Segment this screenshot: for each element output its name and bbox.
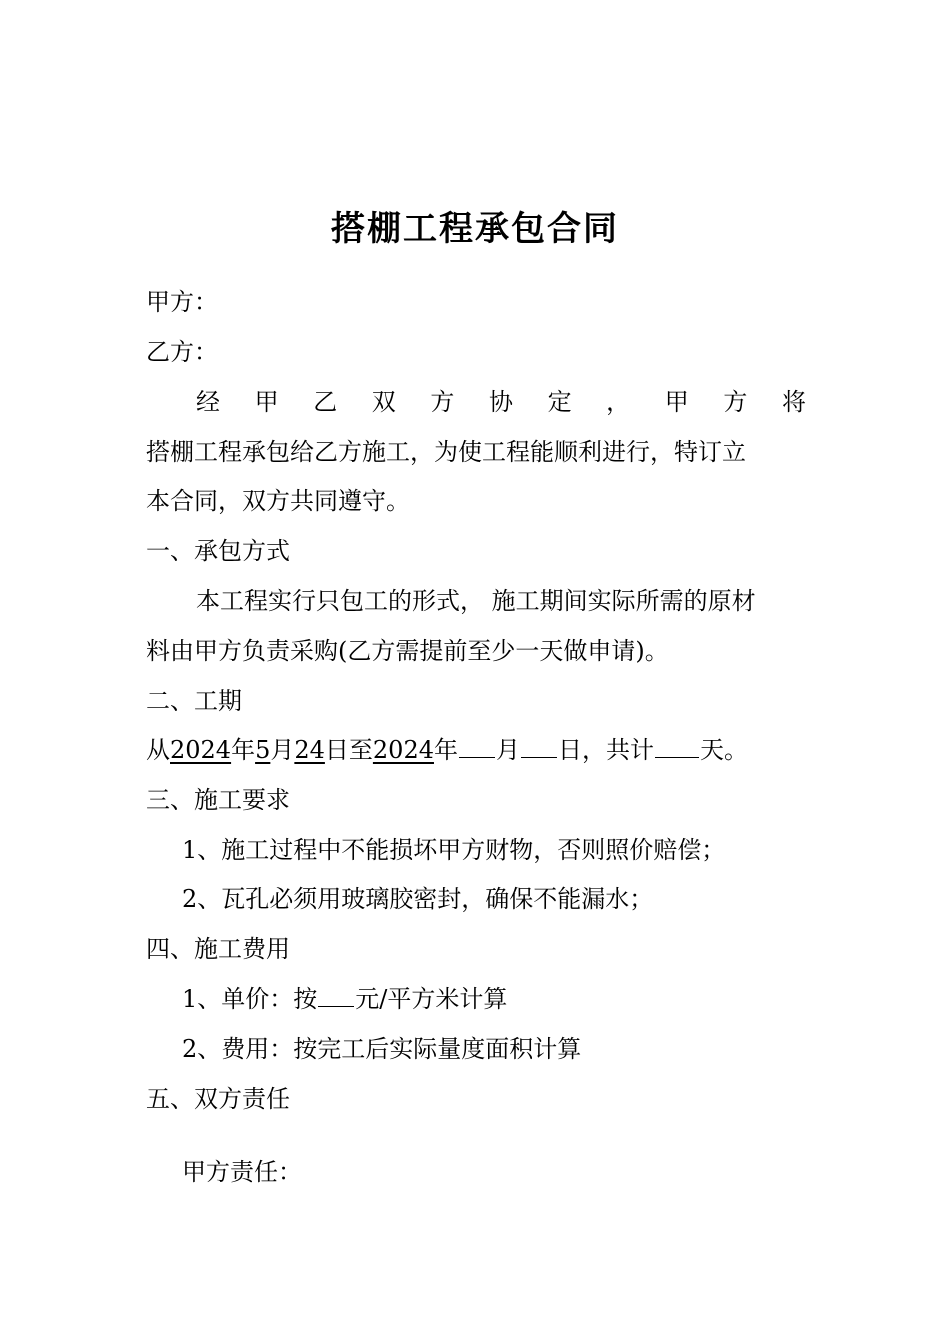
section-1-line-2: 料由甲方负责采购(乙方需提前至少一天做申请)。	[146, 637, 669, 665]
section-2-heading: 二、工期	[146, 687, 242, 715]
end-day-blank	[521, 735, 557, 758]
intro-char: 甲	[254, 388, 279, 416]
unit-price-blank	[318, 984, 354, 1007]
section-5-heading: 五、双方责任	[146, 1085, 290, 1113]
end-year-char: 年	[433, 736, 458, 764]
section-1-line-1: 本工程实行只包工的形式， 施工期间实际所需的原材	[196, 587, 756, 615]
intro-char: 方	[723, 388, 748, 416]
end-month-blank	[459, 735, 495, 758]
party-a-duty-label: 甲方责任：	[182, 1158, 302, 1186]
section-1-heading: 一、承包方式	[146, 537, 290, 565]
intro-char: 定	[547, 388, 572, 416]
start-year: 2024	[170, 736, 232, 764]
intro-char: 乙	[313, 388, 338, 416]
intro-line-1	[196, 387, 806, 417]
party-a-label: 甲方：	[146, 288, 218, 316]
start-month: 5	[255, 736, 271, 764]
intro-char: 方	[430, 388, 455, 416]
intro-char: 双	[371, 388, 396, 416]
section-3-item-2: 2、瓦孔必须用玻璃胶密封，确保不能漏水；	[182, 885, 654, 913]
month-char: 月	[270, 736, 295, 764]
intro-char: 甲	[664, 388, 689, 416]
section-4-item-1	[182, 984, 507, 1014]
intro-char: 将	[781, 388, 806, 416]
intro-char: 协	[488, 388, 513, 416]
end-month-char: 月	[495, 736, 520, 764]
section-4-heading: 四、施工费用	[146, 935, 290, 963]
end-day-char: 日，共计	[557, 736, 654, 764]
intro-char: 经	[196, 388, 220, 416]
days-char: 天。	[699, 736, 748, 764]
unit-price-prefix: 1、单价：按	[182, 985, 318, 1013]
total-days-blank	[655, 735, 699, 758]
unit-price-suffix: 元/平方米计算	[355, 985, 508, 1013]
party-b-label: 乙方：	[146, 338, 218, 366]
intro-line-3: 本合同，双方共同遵守。	[146, 487, 410, 515]
period-line	[146, 735, 748, 765]
section-3-heading: 三、施工要求	[146, 786, 290, 814]
intro-char: ，	[606, 388, 631, 416]
start-day: 24	[294, 736, 325, 764]
section-4-item-2: 2、费用：按完工后实际量度面积计算	[182, 1035, 582, 1063]
page-title: 搭棚工程承包合同	[331, 209, 619, 249]
period-from: 从	[146, 736, 170, 764]
section-3-item-1: 1、施工过程中不能损坏甲方财物，否则照价赔偿；	[182, 836, 726, 864]
intro-line-2: 搭棚工程承包给乙方施工，为使工程能顺利进行，特订立	[146, 438, 746, 466]
end-year: 2024	[372, 736, 434, 764]
day-to: 日至	[324, 736, 373, 764]
year-char: 年	[231, 736, 256, 764]
